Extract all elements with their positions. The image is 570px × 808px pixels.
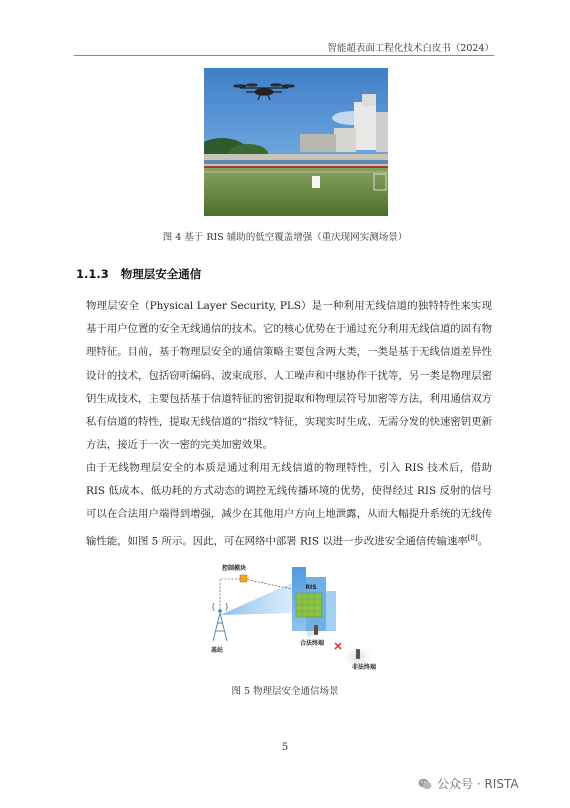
body-paragraph-1: 物理层安全（Physical Layer Security, PLS）是一种利用无线信道的独特特性来实现基于用户位置的安全无线通信的技术。它的核心优势在于通过充分利用无线信道的固有物理特征。目前，基于物理层安全的通信策略主要包含两大类，一类是基于无线信道差异性设计的技术，包括窃听编码、波束成形、人工噪声和中继协作干扰等，另一类是物理层密钥生成技术，主要包括基于信道特征的密钥提取和物理层符号加密等方法，利用通信双方私有信道的特性，提取无线信道的“指纹”特征，实现实时生成、无需分发的快速密钥更新方法，接近于一次一密的完美加密效果。 [86, 300, 492, 452]
figure-4-photo [204, 68, 388, 216]
label-control: 控制模块 [222, 565, 247, 572]
citation-ref: [8] [467, 533, 478, 542]
figure-5-caption: 图 5 物理层安全通信场景 [231, 686, 339, 697]
watermark [418, 775, 519, 792]
control-module-icon [240, 575, 247, 582]
figure-4-caption: 图 4 基于 RIS 辅助的低空覆盖增强（重庆现网实测场景） [162, 232, 408, 243]
label-legit: 合法终端 [300, 640, 325, 647]
watermark-text: 公众号 · RISTA [437, 777, 519, 791]
body-paragraph-2 [86, 457, 492, 553]
figure-5-diagram [200, 553, 400, 675]
running-header [74, 40, 494, 56]
page-number: 5 [281, 742, 289, 753]
label-eve: 非法终端 [352, 664, 377, 671]
label-ris: RIS [305, 584, 317, 591]
wechat-icon [418, 777, 432, 791]
section-number: 1.1.3 [76, 267, 109, 281]
eavesdropper-icon [356, 649, 360, 659]
blocked-x-icon [335, 643, 341, 649]
section-title: 物理层安全通信 [120, 267, 202, 281]
legit-user-icon [314, 625, 318, 635]
paragraph-2-text: 由于无线物理层安全的本质是通过利用无线信道的物理特性，引入 RIS 技术后，借助 RIS 低成本、低功耗的方式动态的调控无线传播环境的优势，使得经过 RIS 反射的信号可以在合法用户端得到增强，减少在其他用户方向上地泄露，从而大幅提升系统的无线传输性能，如图 5 所示。因此，可在网络中部署 RIS 以进一步改进安全通信传输速率 [86, 462, 492, 548]
label-bs: 基站 [211, 647, 224, 654]
bs-to-ris-beam [220, 583, 300, 615]
section-heading [76, 266, 201, 282]
header-title: 智能超表面工程化技术白皮书（2024） [327, 43, 494, 54]
paragraph-2-end: 。 [477, 535, 489, 548]
